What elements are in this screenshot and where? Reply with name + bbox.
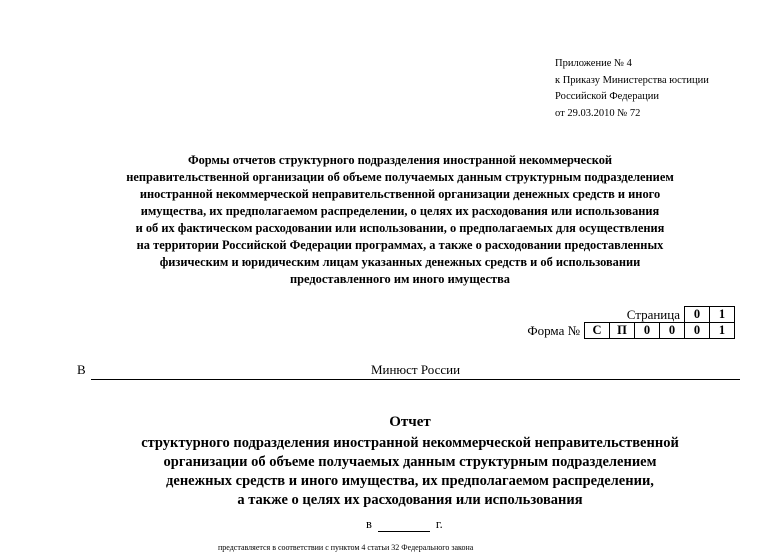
page-code-row: [624, 306, 735, 323]
forms-title-line: предоставленного им иного имущества: [290, 272, 510, 286]
appendix-line: от 29.03.2010 № 72: [555, 107, 641, 119]
form-code-cell[interactable]: 0: [659, 322, 685, 339]
form-code-cell[interactable]: 0: [684, 322, 710, 339]
addressee-underline: [91, 379, 740, 380]
page-code-cell[interactable]: 0: [684, 306, 710, 323]
appendix-line: к Приказу Министерства юстиции: [555, 74, 709, 86]
appendix-line: Приложение № 4: [555, 58, 632, 69]
form-code-cell[interactable]: С: [584, 322, 610, 339]
forms-title-line: иностранной некоммерческой неправительственной организации денежных средств и иного: [139, 187, 661, 201]
form-code-cell[interactable]: 1: [709, 322, 735, 339]
report-title-line: денежных средств и иного имущества, их предполагаемом распределении,: [166, 473, 654, 489]
year-prefix: в: [366, 517, 372, 531]
forms-title-line: и об их фактическом расходовании или использовании, о предполагаемых для осуществления: [135, 221, 665, 235]
forms-title-line: на территории Российской Федерации программах, а также о расходовании предоставленных: [136, 238, 664, 252]
page-code-cell[interactable]: 1: [709, 306, 735, 323]
addressee-prefix: В: [77, 362, 86, 377]
appendix-line: Российской Федерации: [555, 91, 659, 102]
report-title-line: структурного подразделения иностранной некоммерческой неправительственной: [141, 435, 679, 451]
forms-title-line: физическим и юридическим лицам указанных денежных средств и об использовании: [159, 255, 641, 269]
report-heading: Отчет: [389, 414, 431, 430]
cut-off-text: представляется в соответствии с пунктом 4 статьи 32 Федерального закона: [218, 543, 474, 552]
page-code-label: Страница: [626, 306, 680, 322]
form-code-cell[interactable]: 0: [634, 322, 660, 339]
report-title: [60, 413, 760, 510]
forms-title: [90, 152, 710, 288]
form-code-row: [500, 322, 735, 339]
form-code-label: Форма №: [527, 322, 580, 338]
form-code-cell[interactable]: П: [609, 322, 635, 339]
report-title-line: организации об объеме получаемых данным структурным подразделением: [163, 454, 657, 470]
appendix-block: [555, 56, 709, 122]
report-title-line: а также о целях их расходования или использования: [237, 492, 583, 508]
addressee-field: [77, 361, 740, 381]
forms-title-line: неправительственной организации об объеме получаемых данным структурным подразделением: [126, 170, 674, 184]
forms-title-line: имущества, их предполагаемом распределении, о целях их расходования или использования: [140, 204, 660, 218]
code-table: [500, 306, 735, 339]
addressee-value[interactable]: Минюст России: [370, 362, 461, 377]
year-line: [366, 517, 443, 532]
year-blank-field[interactable]: [378, 517, 430, 532]
year-suffix: г.: [435, 517, 443, 531]
forms-title-line: Формы отчетов структурного подразделения иностранной некоммерческой: [187, 153, 613, 167]
